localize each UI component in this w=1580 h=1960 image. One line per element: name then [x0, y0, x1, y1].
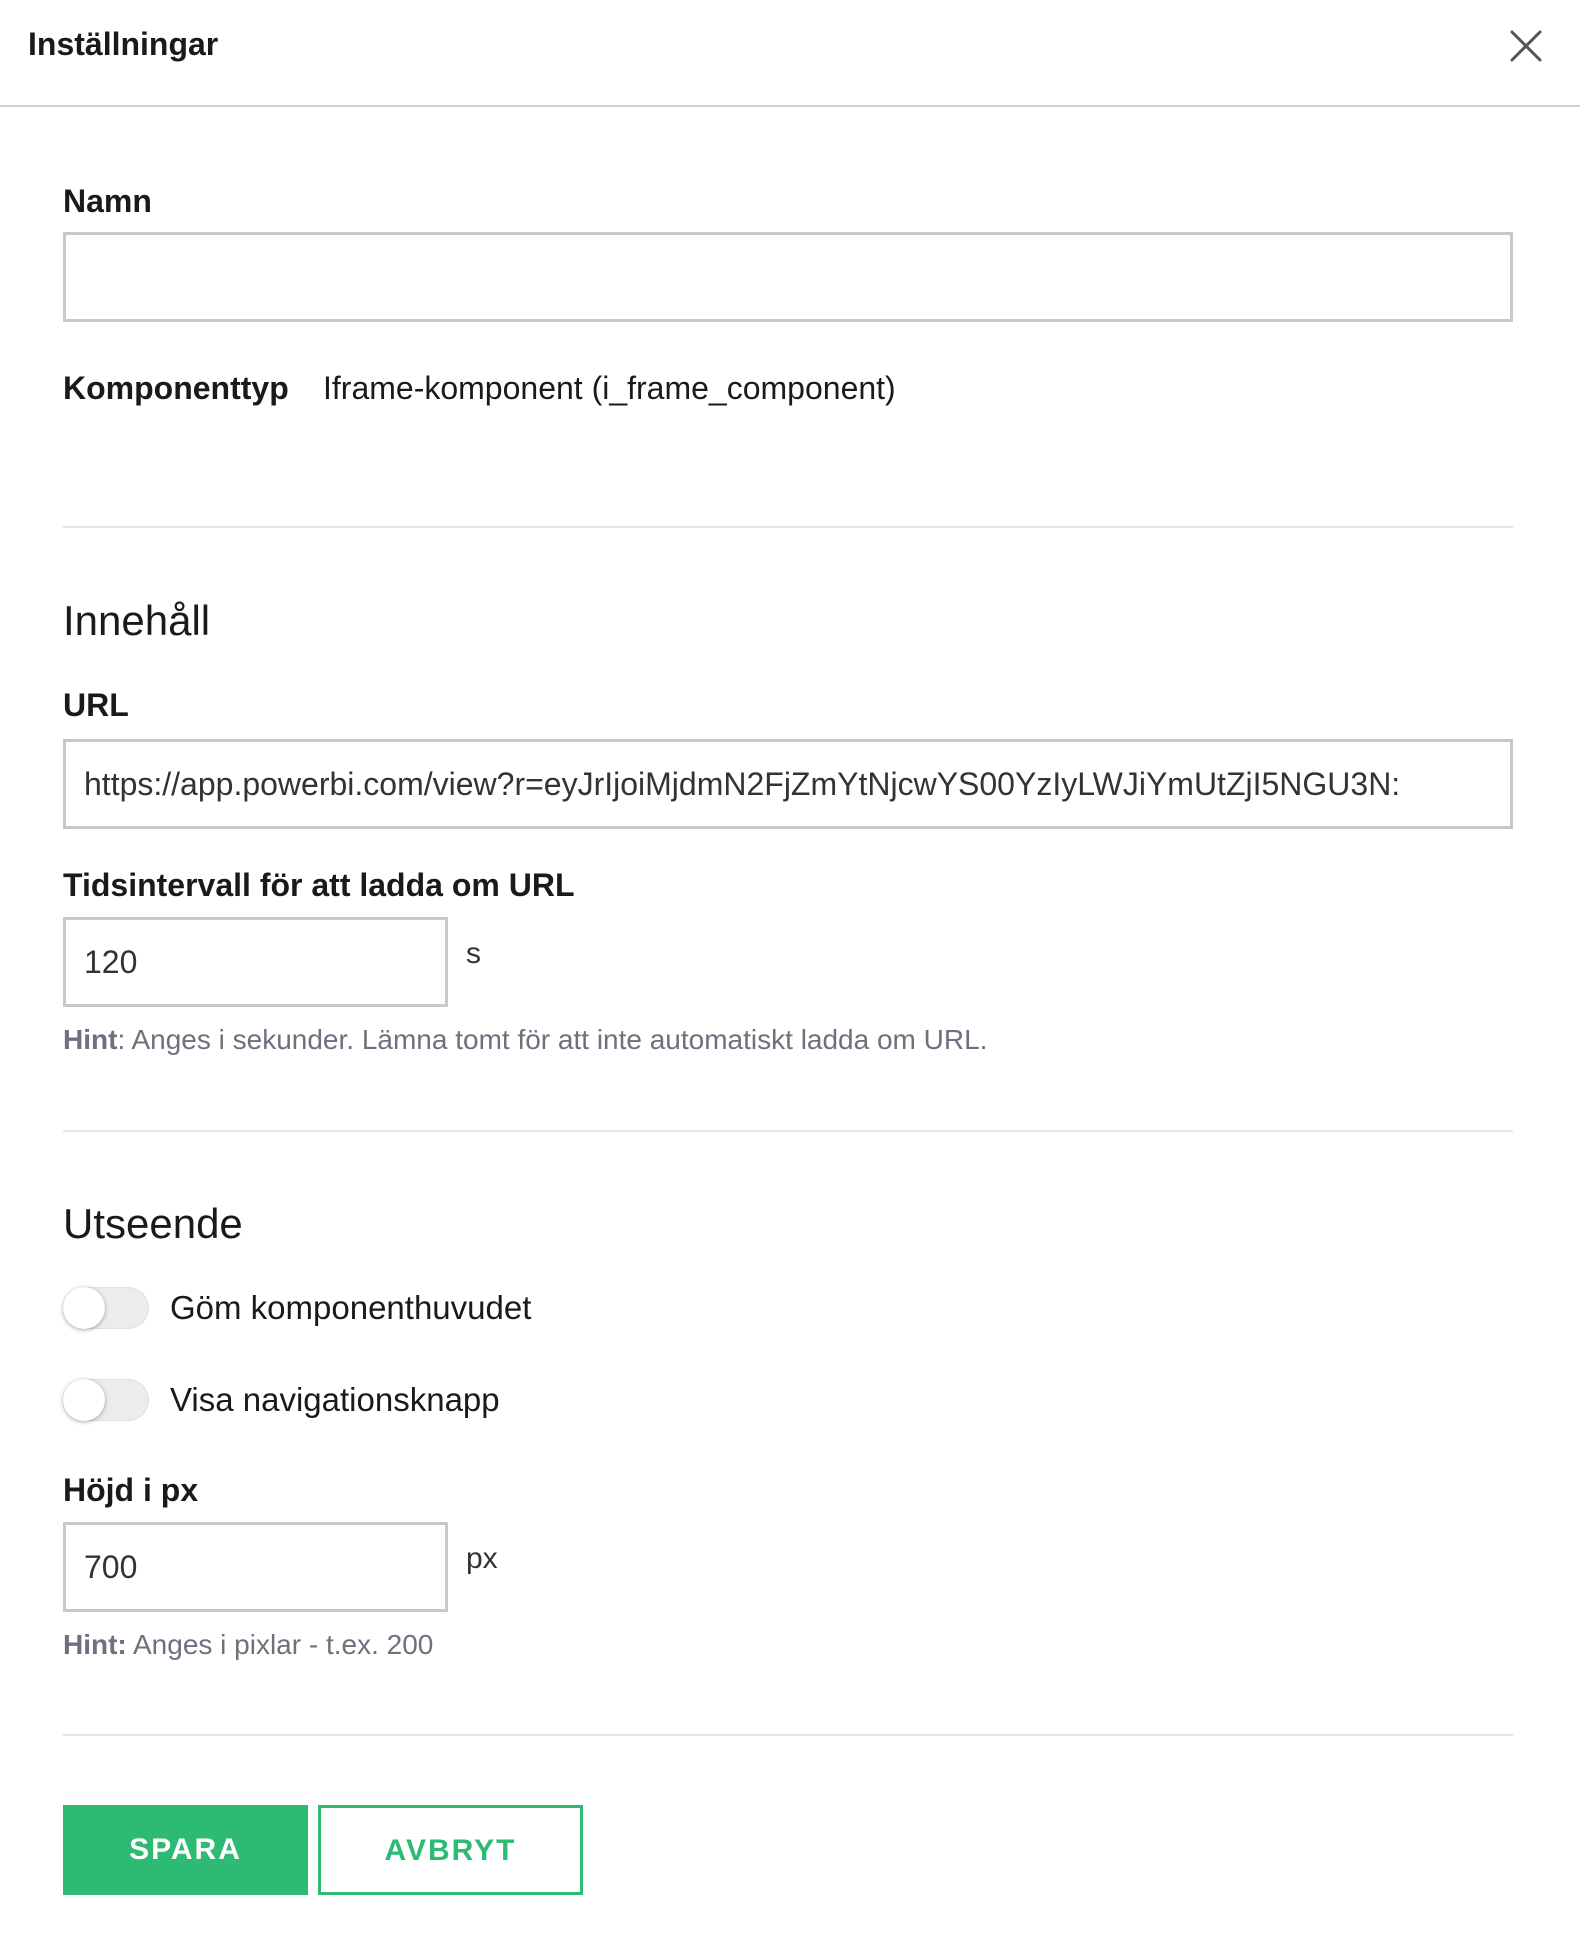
hide-header-toggle[interactable]: [63, 1287, 149, 1329]
component-type-value: Iframe-komponent (i_frame_component): [323, 370, 896, 406]
divider: [63, 526, 1513, 528]
toggle-knob: [63, 1379, 105, 1421]
height-hint: [63, 1629, 433, 1661]
component-type-label: Komponenttyp: [63, 370, 289, 406]
name-label: Namn: [63, 183, 152, 219]
url-label: URL: [63, 687, 129, 723]
height-unit: px: [466, 1542, 498, 1575]
reload-interval-label: Tidsintervall för att ladda om URL: [63, 867, 575, 903]
hint-prefix: Hint: [63, 1024, 118, 1055]
divider: [63, 1130, 1513, 1132]
url-input[interactable]: [63, 739, 1513, 829]
reload-interval-hint: [63, 1024, 987, 1056]
name-input[interactable]: [63, 232, 1513, 322]
show-navigation-toggle[interactable]: [63, 1379, 149, 1421]
hint-text: Anges i pixlar - t.ex. 200: [126, 1629, 434, 1660]
reload-interval-input[interactable]: [63, 917, 448, 1007]
content-section-title: Innehåll: [63, 597, 211, 644]
height-label: Höjd i px: [63, 1472, 199, 1508]
divider: [63, 1734, 1513, 1736]
hide-header-label: Göm komponenthuvudet: [170, 1289, 532, 1326]
dialog-header: [0, 0, 1580, 107]
dialog-title: Inställningar: [28, 26, 219, 62]
toggle-knob: [63, 1287, 105, 1329]
height-input[interactable]: [63, 1522, 448, 1612]
show-navigation-label: Visa navigationsknapp: [170, 1381, 500, 1418]
hint-prefix: Hint:: [63, 1629, 127, 1660]
cancel-button[interactable]: AVBRYT: [318, 1805, 583, 1895]
reload-interval-unit: s: [466, 937, 481, 970]
hint-text: : Anges i sekunder. Lämna tomt för att inte automatiskt ladda om URL.: [117, 1024, 988, 1055]
close-icon[interactable]: [1508, 28, 1544, 64]
appearance-section-title: Utseende: [63, 1200, 243, 1247]
save-button[interactable]: SPARA: [63, 1805, 308, 1895]
